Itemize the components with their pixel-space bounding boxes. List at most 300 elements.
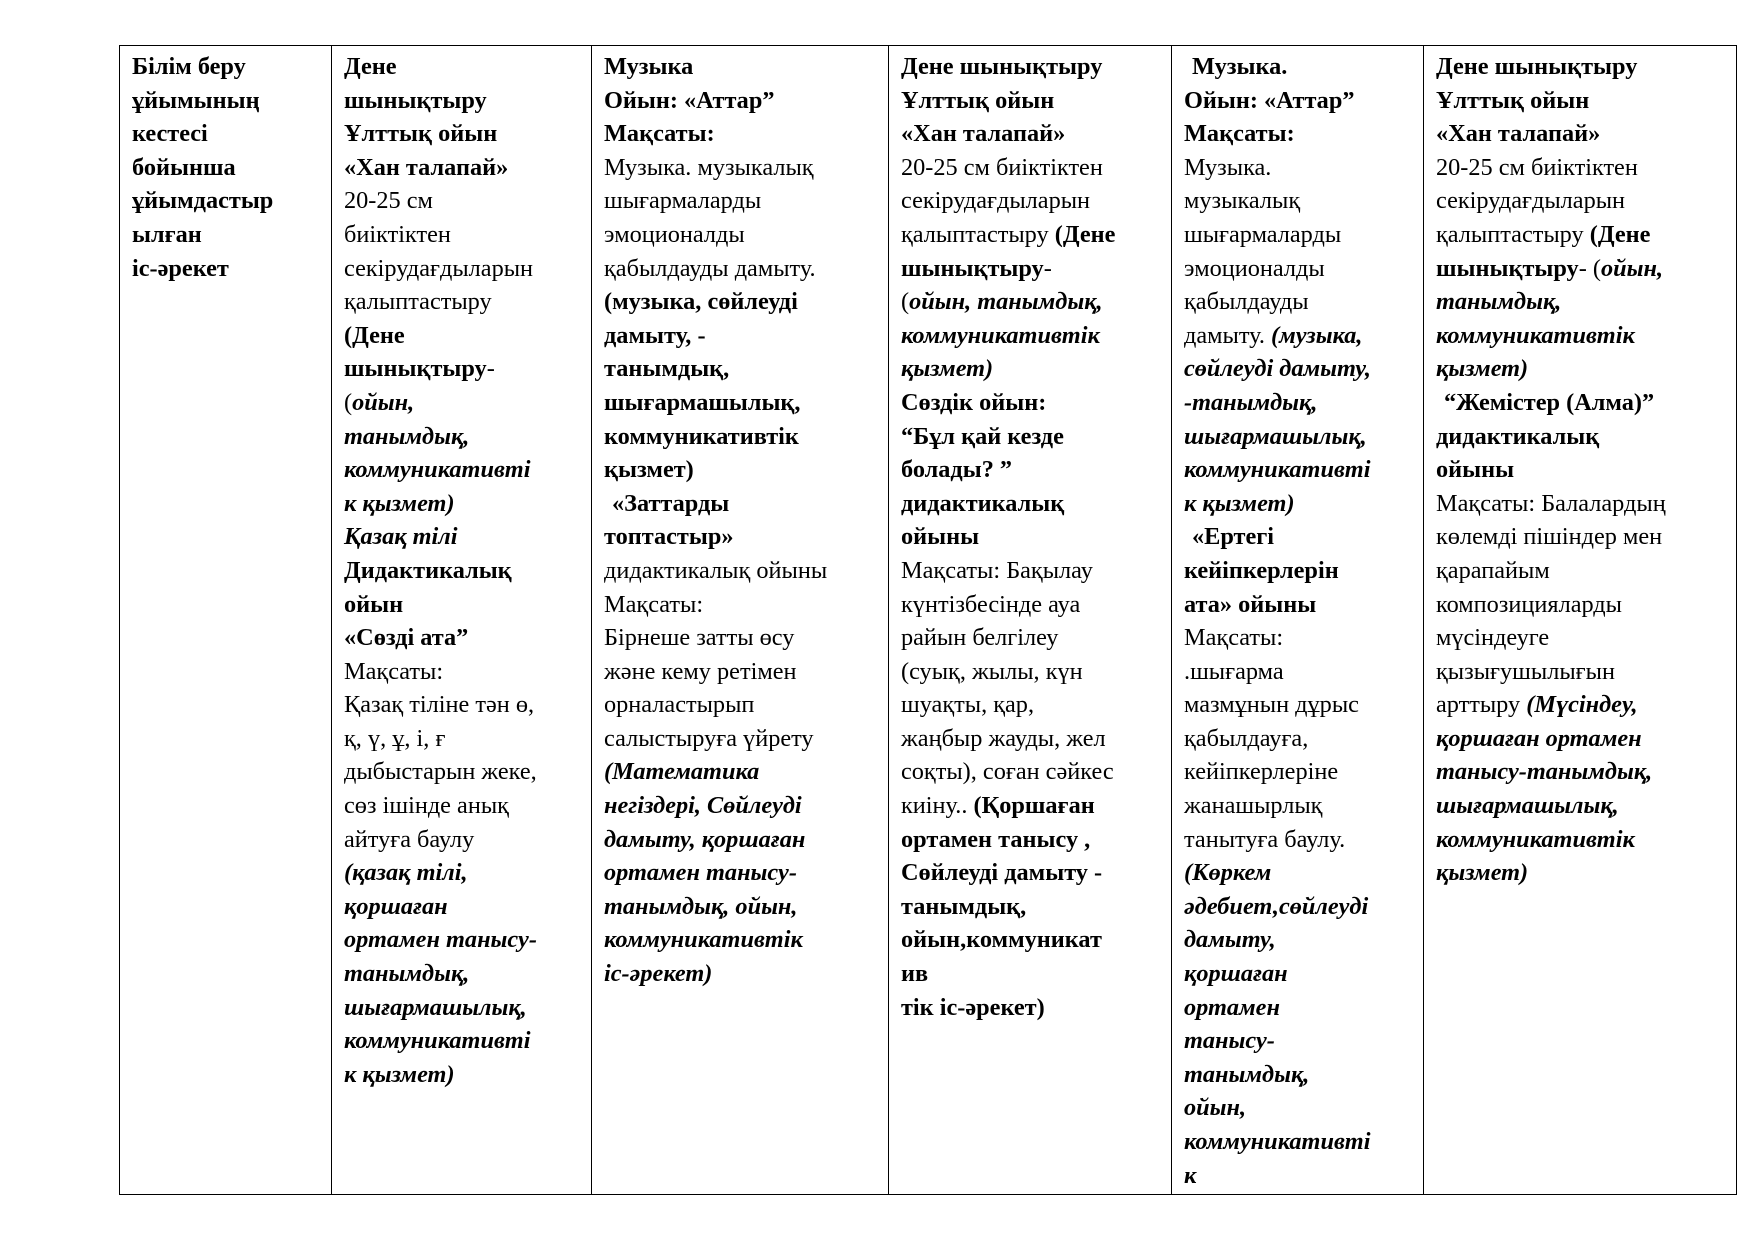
text-run: шынықтыру [901, 254, 1044, 282]
text-run: дидактикалық [1436, 422, 1600, 450]
cell-line [604, 285, 878, 319]
cell-line [1184, 1125, 1413, 1159]
text-run: қоршаған [1184, 960, 1288, 988]
text-run: Мақсаты: [1184, 624, 1284, 652]
day-cell-2 [592, 46, 889, 1195]
text-run: Мақсаты: Бақылау [901, 556, 1093, 584]
cell-line [604, 957, 878, 991]
text-run: тік іс-әрекет) [901, 993, 1045, 1021]
cell-line [1436, 319, 1726, 353]
text-run: Дене шынықтыру [1436, 53, 1638, 80]
text-run: қарапайым [1436, 556, 1550, 584]
text-run: - [486, 355, 495, 383]
text-run: Ұлттық ойын [901, 86, 1055, 114]
cell-line [604, 319, 878, 353]
text-run: дидактикалық ойыны [604, 556, 828, 584]
text-run: Ойын: «Аттар” [604, 86, 775, 114]
text-run: коммуникативтік [604, 926, 803, 954]
text-run: ортамен танысу- [344, 926, 537, 954]
cell-line [1184, 688, 1413, 722]
cell-line [901, 386, 1161, 420]
cell-line [1184, 218, 1413, 252]
text-run: Мақсаты: [344, 657, 444, 685]
cell-line [344, 50, 581, 84]
cell-line [1436, 688, 1726, 722]
text-run: ойын,коммуникат [901, 926, 1102, 954]
text-run: ұйымдастыр [132, 187, 274, 215]
cell-line [901, 84, 1161, 118]
text-run: бойынша [132, 153, 236, 181]
cell-line [344, 1058, 581, 1092]
cell-line [901, 722, 1161, 756]
cell-line [1436, 151, 1726, 185]
cell-line [132, 50, 321, 84]
text-run: к қызмет) [1184, 489, 1295, 517]
cell-line [901, 588, 1161, 622]
text-run: (музыка, сөйлеуді [604, 288, 798, 316]
text-run: дамыту, - [604, 321, 706, 349]
text-run: «Сөзді ата” [344, 624, 469, 652]
cell-line [344, 957, 581, 991]
cell-line [901, 991, 1161, 1025]
text-run: .шығарма [1184, 657, 1284, 685]
text-run: танымдық, [1184, 1060, 1310, 1088]
cell-line [901, 420, 1161, 454]
cell-line [344, 991, 581, 1025]
cell-line [344, 823, 581, 857]
cell-line [604, 621, 878, 655]
cell-line [604, 722, 878, 756]
cell-line [344, 789, 581, 823]
cell-line [604, 84, 878, 118]
text-run: Білім беру [132, 53, 246, 80]
text-run: коммуникативті [1184, 1128, 1371, 1155]
cell-line [901, 823, 1161, 857]
cell-line [604, 184, 878, 218]
cell-line [604, 420, 878, 454]
text-run: жанашырлық [1184, 792, 1323, 820]
text-run: к қызмет) [344, 489, 455, 517]
text-run: ортамен [1184, 993, 1280, 1021]
cell-line [1436, 285, 1726, 319]
cell-line [1184, 1159, 1413, 1193]
cell-line [344, 755, 581, 789]
text-run: күнтізбесінде ауа [901, 590, 1081, 618]
text-run: ив [901, 960, 929, 988]
cell-line [1184, 252, 1413, 286]
cell-line [1436, 50, 1726, 84]
cell-line [901, 655, 1161, 689]
cell-line [1184, 1024, 1413, 1058]
text-run: шығармашылық, [1184, 422, 1367, 450]
cell-line [604, 554, 878, 588]
cell-line [604, 252, 878, 286]
cell-line [604, 890, 878, 924]
cell-line [901, 554, 1161, 588]
text-run: ( [344, 388, 353, 416]
text-run: шығармаларды [1184, 220, 1342, 248]
text-run: ылған [132, 220, 202, 248]
cell-line [901, 352, 1161, 386]
text-run: (Мүсіндеу, [1526, 691, 1638, 719]
day-cell-5 [1424, 46, 1737, 1195]
cell-line [1436, 789, 1726, 823]
text-run: және кему ретімен [604, 657, 797, 685]
cell-line [132, 184, 321, 218]
cell-line [344, 453, 581, 487]
text-run: -танымдық, [1184, 388, 1318, 416]
text-run: шығармаларды [604, 187, 762, 215]
day-cell-3 [889, 46, 1172, 1195]
cell-line [132, 252, 321, 286]
text-run: кейіпкерлеріне [1184, 758, 1339, 786]
cell-line [1184, 789, 1413, 823]
cell-line [1436, 453, 1726, 487]
cell-line [1436, 252, 1726, 286]
text-run: топтастыр» [604, 523, 734, 551]
cell-line [1184, 755, 1413, 789]
cell-line [901, 117, 1161, 151]
text-run: әдебиет,сөйлеуді [1184, 892, 1369, 920]
cell-line [1184, 151, 1413, 185]
cell-line [604, 520, 878, 554]
text-run: танымдық, [344, 960, 470, 988]
cell-line [901, 520, 1161, 554]
text-run: к қызмет) [344, 1060, 455, 1088]
text-run: қалыптастыру [901, 220, 1055, 248]
text-run: секірудағдыларын [344, 254, 534, 282]
text-run: “Жемістер (Алма)” [1444, 388, 1655, 416]
day-cell-1 [332, 46, 592, 1195]
text-run: «Заттарды [612, 489, 730, 517]
text-run: танымдық, ойын, [604, 892, 798, 920]
cell-line [901, 50, 1161, 84]
cell-line [344, 252, 581, 286]
cell-line [344, 688, 581, 722]
text-run: Бірнеше затты өсу [604, 624, 795, 652]
text-run: Дене [344, 53, 397, 80]
text-run: Музыка. [1192, 53, 1288, 80]
text-run: Мақсаты: [604, 120, 715, 148]
text-run: ортамен танысу- [604, 859, 797, 887]
text-run: ұйымының [132, 86, 260, 114]
text-run: дамыту, [1184, 926, 1276, 954]
text-run: соқты), соған сәйкес [901, 758, 1114, 786]
day-cell-4 [1172, 46, 1424, 1195]
cell-line [604, 352, 878, 386]
cell-line [1436, 218, 1726, 252]
text-run: - [1043, 254, 1052, 282]
cell-line [901, 957, 1161, 991]
text-run: Сөздік ойын: [901, 388, 1047, 416]
cell-line [1184, 520, 1413, 554]
text-run: қалыптастыру [344, 288, 492, 316]
text-run: (музыка, [1271, 321, 1363, 349]
text-run: (Дене [1589, 220, 1651, 248]
text-run: шынықтыру [344, 355, 487, 383]
cell-line [132, 218, 321, 252]
text-run: негіздері, Сөйлеуді [604, 792, 802, 820]
cell-line [1184, 84, 1413, 118]
cell-line [604, 453, 878, 487]
cell-line [1184, 823, 1413, 857]
text-run: қызмет) [604, 456, 694, 484]
cell-line [901, 856, 1161, 890]
text-run: ойын, [1184, 1094, 1247, 1122]
text-run: сөз ішінде анық [344, 792, 509, 820]
cell-line [1436, 184, 1726, 218]
cell-line [344, 554, 581, 588]
cell-line [1184, 621, 1413, 655]
cell-line [344, 923, 581, 957]
text-run: айтуға баулу [344, 825, 475, 853]
schedule-row [120, 46, 1737, 1195]
text-run: танымдық, [344, 422, 470, 450]
text-run: қызығушылығын [1436, 657, 1615, 685]
cell-line [604, 151, 878, 185]
cell-line [901, 789, 1161, 823]
cell-line [132, 84, 321, 118]
text-run: шуақты, қар, [901, 691, 1035, 719]
text-run: танысу- [1184, 1027, 1275, 1055]
text-run: коммуникативтік [901, 321, 1100, 349]
text-run: іс-әрекет) [604, 960, 713, 988]
text-run: танымдық, [604, 355, 730, 383]
cell-line [1184, 319, 1413, 353]
cell-line [344, 890, 581, 924]
cell-line [1184, 890, 1413, 924]
text-run: ортамен танысу , [901, 825, 1091, 853]
cell-line [1184, 722, 1413, 756]
text-run: қабылдауды дамыту. [604, 254, 816, 282]
text-run: іс-әрекет [132, 254, 229, 282]
text-run: ойын, танымдық, [909, 288, 1103, 316]
text-run: дамыту. [1184, 321, 1272, 349]
cell-line [1436, 823, 1726, 857]
cell-line [1184, 856, 1413, 890]
text-run: танытуға баулу. [1184, 825, 1346, 853]
cell-line [1184, 554, 1413, 588]
text-run: кестесі [132, 120, 208, 148]
text-run: орналастырып [604, 691, 755, 719]
text-run: эмоционалды [1184, 254, 1325, 282]
text-run: жаңбыр жауды, жел [901, 724, 1106, 752]
cell-line [901, 688, 1161, 722]
cell-line [1436, 856, 1726, 890]
cell-line [1184, 655, 1413, 689]
cell-line [604, 923, 878, 957]
text-run: райын белгілеу [901, 624, 1059, 652]
cell-line [344, 319, 581, 353]
text-run: ойыны [901, 523, 980, 551]
text-run: коммуникативтік [604, 422, 799, 450]
cell-line [1184, 588, 1413, 622]
cell-line [1436, 352, 1726, 386]
text-run: ойыны [1436, 456, 1515, 484]
cell-line [604, 688, 878, 722]
text-run: (Дене [1054, 220, 1116, 248]
text-run: Мақсаты: [604, 590, 704, 618]
text-run: Музыка. [1184, 153, 1272, 181]
text-run: Музыка [604, 53, 694, 80]
text-run: шынықтыру [344, 86, 487, 114]
text-run: шығармашылық, [1436, 792, 1619, 820]
cell-line [901, 218, 1161, 252]
cell-line [344, 117, 581, 151]
cell-line [1184, 352, 1413, 386]
text-run: Мақсаты: [1184, 120, 1295, 148]
cell-line [901, 890, 1161, 924]
cell-line [901, 621, 1161, 655]
text-run: 20-25 см [344, 187, 433, 215]
cell-line [1184, 420, 1413, 454]
cell-line [344, 588, 581, 622]
cell-line [1436, 554, 1726, 588]
cell-line [604, 218, 878, 252]
cell-line [1184, 117, 1413, 151]
cell-line [344, 151, 581, 185]
cell-line [901, 184, 1161, 218]
text-run: киіну.. [901, 792, 974, 820]
cell-line [344, 352, 581, 386]
cell-line [1184, 1091, 1413, 1125]
row-header-cell [120, 46, 332, 1195]
text-run: «Ертегі [1192, 523, 1275, 551]
text-run: шығармашылық, [344, 993, 527, 1021]
text-run: музыкалық [1184, 187, 1301, 215]
text-run: қалыптастыру [1436, 220, 1590, 248]
text-run: ойын [344, 590, 404, 618]
text-run: Қазақ тілі [344, 523, 458, 551]
text-run: к [1184, 1161, 1197, 1189]
text-run: Мақсаты: Балалардың [1436, 489, 1666, 517]
text-run: мазмұнын дұрыс [1184, 691, 1359, 719]
text-run: шығармашылық, [604, 388, 801, 416]
cell-line [901, 755, 1161, 789]
cell-line [604, 856, 878, 890]
cell-line [901, 151, 1161, 185]
text-run: Сөйлеуді дамыту - [901, 859, 1103, 887]
text-run: Ойын: «Аттар” [1184, 86, 1355, 114]
text-run: (Математика [604, 758, 760, 786]
cell-line [1436, 487, 1726, 521]
text-run: сөйлеуді дамыту, [1184, 355, 1371, 383]
text-run: қызмет) [901, 355, 994, 383]
cell-line [344, 184, 581, 218]
cell-line [344, 520, 581, 554]
cell-line [901, 923, 1161, 957]
text-run: (Көркем [1184, 859, 1272, 887]
text-run: Ұлттық ойын [344, 120, 498, 148]
text-run: (қазақ тілі, [344, 859, 468, 887]
cell-line [1436, 621, 1726, 655]
cell-line [1436, 588, 1726, 622]
text-run: коммуникативті [1184, 456, 1371, 484]
cell-line [1184, 487, 1413, 521]
text-run: - ( [1578, 254, 1601, 282]
cell-line [344, 1024, 581, 1058]
text-run: ойын, [1600, 254, 1664, 282]
text-run: Музыка. музыкалық [604, 153, 814, 181]
text-run: қоршаған [344, 892, 448, 920]
cell-line [604, 50, 878, 84]
cell-line [344, 621, 581, 655]
text-run: 20-25 см биіктіктен [1436, 153, 1638, 181]
text-run: ( [901, 288, 910, 316]
text-run: кейіпкерлерін [1184, 556, 1339, 584]
cell-line [344, 285, 581, 319]
text-run: Қазақ тіліне тән ө, [344, 691, 535, 719]
text-run: коммуникативтік [1436, 321, 1635, 349]
text-run: Дидактикалық [344, 556, 512, 584]
cell-line [604, 755, 878, 789]
cell-line [604, 487, 878, 521]
text-run: Дене шынықтыру [901, 53, 1103, 80]
text-run: болады? ” [901, 456, 1013, 484]
text-run: қ, ү, ұ, і, ғ [344, 724, 446, 752]
text-run: дидактикалық [901, 489, 1065, 517]
schedule-table [119, 45, 1737, 1195]
cell-line [1184, 957, 1413, 991]
text-run: (Дене [344, 321, 405, 349]
text-run: “Бұл қай кезде [901, 422, 1064, 450]
cell-line [604, 823, 878, 857]
cell-line [1184, 1058, 1413, 1092]
text-run: көлемді пішіндер мен [1436, 523, 1663, 551]
cell-line [901, 319, 1161, 353]
text-run: эмоционалды [604, 220, 745, 248]
text-run: Ұлттық ойын [1436, 86, 1590, 114]
text-run: «Хан талапай» [1436, 120, 1601, 148]
text-run: коммуникативтік [1436, 825, 1635, 853]
text-run: дыбыстарын жеке, [344, 758, 537, 786]
text-run: композицияларды [1436, 590, 1622, 618]
text-run: «Хан талапай» [344, 153, 509, 181]
text-run: секірудағдыларын [1436, 187, 1626, 215]
cell-line [1184, 50, 1413, 84]
text-run: қызмет) [1436, 355, 1529, 383]
text-run: мүсіндеуге [1436, 624, 1550, 652]
cell-line [1436, 84, 1726, 118]
text-run: ойын, [352, 388, 415, 416]
text-run: танымдық, [901, 892, 1027, 920]
cell-line [604, 655, 878, 689]
text-run: танымдық, [1436, 288, 1562, 316]
cell-line [1436, 117, 1726, 151]
text-run: секірудағдыларын [901, 187, 1091, 215]
text-run: (Қоршаған [973, 792, 1095, 820]
cell-line [344, 218, 581, 252]
cell-line [1184, 386, 1413, 420]
text-run: 20-25 см биіктіктен [901, 153, 1103, 181]
cell-line [901, 487, 1161, 521]
cell-line [344, 655, 581, 689]
cell-line [1184, 184, 1413, 218]
text-run: қызмет) [1436, 859, 1529, 887]
cell-line [344, 722, 581, 756]
cell-line [1184, 923, 1413, 957]
cell-line [901, 252, 1161, 286]
text-run: (суық, жылы, күн [901, 657, 1083, 685]
cell-line [604, 386, 878, 420]
text-run: қоршаған ортамен [1436, 724, 1642, 752]
text-run: дамыту, қоршаған [604, 825, 806, 853]
cell-line [901, 285, 1161, 319]
cell-line [132, 117, 321, 151]
cell-line [344, 487, 581, 521]
cell-line [344, 420, 581, 454]
cell-line [604, 789, 878, 823]
